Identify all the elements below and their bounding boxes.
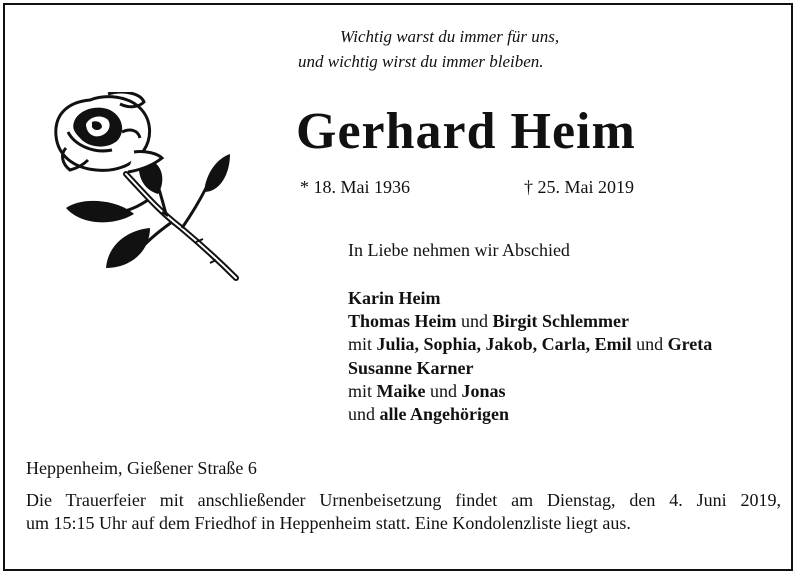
mourner-line bbox=[348, 310, 712, 333]
funeral-notice-line-2: um 15:15 Uhr auf dem Friedhof in Heppenheim statt. Eine Kondolenzliste liegt aus. bbox=[26, 513, 631, 533]
mourner-line bbox=[348, 287, 712, 310]
mourner-name: alle Angehörigen bbox=[379, 404, 509, 425]
mourner-line bbox=[348, 333, 712, 356]
mourner-name: Susanne Karner bbox=[348, 357, 474, 378]
motto-line-2: und wichtig wirst du immer bleiben. bbox=[298, 52, 544, 71]
rose-icon bbox=[48, 92, 248, 292]
mourners-list bbox=[348, 287, 712, 426]
mourner-name: Maike bbox=[376, 380, 426, 401]
address: Heppenheim, Gießener Straße 6 bbox=[26, 458, 257, 478]
funeral-notice bbox=[26, 489, 781, 535]
mourner-name: Greta bbox=[667, 334, 713, 355]
mourner-name: Julia, Sophia, Jakob, Carla, Emil bbox=[376, 334, 632, 355]
mourner-connector: mit bbox=[348, 380, 377, 401]
mourner-connector: und bbox=[348, 404, 380, 425]
deceased-name: Gerhard Heim bbox=[296, 103, 636, 160]
mourner-connector: und bbox=[425, 380, 462, 401]
mourner-name: Birgit Schlemmer bbox=[492, 311, 629, 332]
motto-line-1: Wichtig warst du immer für uns, bbox=[340, 27, 560, 46]
mourner-line bbox=[348, 380, 712, 403]
mourner-name: Thomas Heim bbox=[348, 311, 457, 332]
birth-date: * 18. Mai 1936 bbox=[300, 177, 410, 197]
mourner-connector: und bbox=[631, 334, 668, 355]
mourner-name: Jonas bbox=[461, 380, 506, 401]
mourner-connector: mit bbox=[348, 334, 377, 355]
mourner-connector: und bbox=[456, 311, 493, 332]
mourner-line bbox=[348, 357, 712, 380]
farewell-text: In Liebe nehmen wir Abschied bbox=[348, 240, 570, 260]
death-date: † 25. Mai 2019 bbox=[524, 177, 634, 197]
mourner-name: Karin Heim bbox=[348, 288, 441, 308]
funeral-notice-line-1: Die Trauerfeier mit anschließender Urnenbeisetzung findet am Dienstag, den 4. Juni 2019, bbox=[26, 490, 781, 510]
mourner-line bbox=[348, 403, 712, 426]
